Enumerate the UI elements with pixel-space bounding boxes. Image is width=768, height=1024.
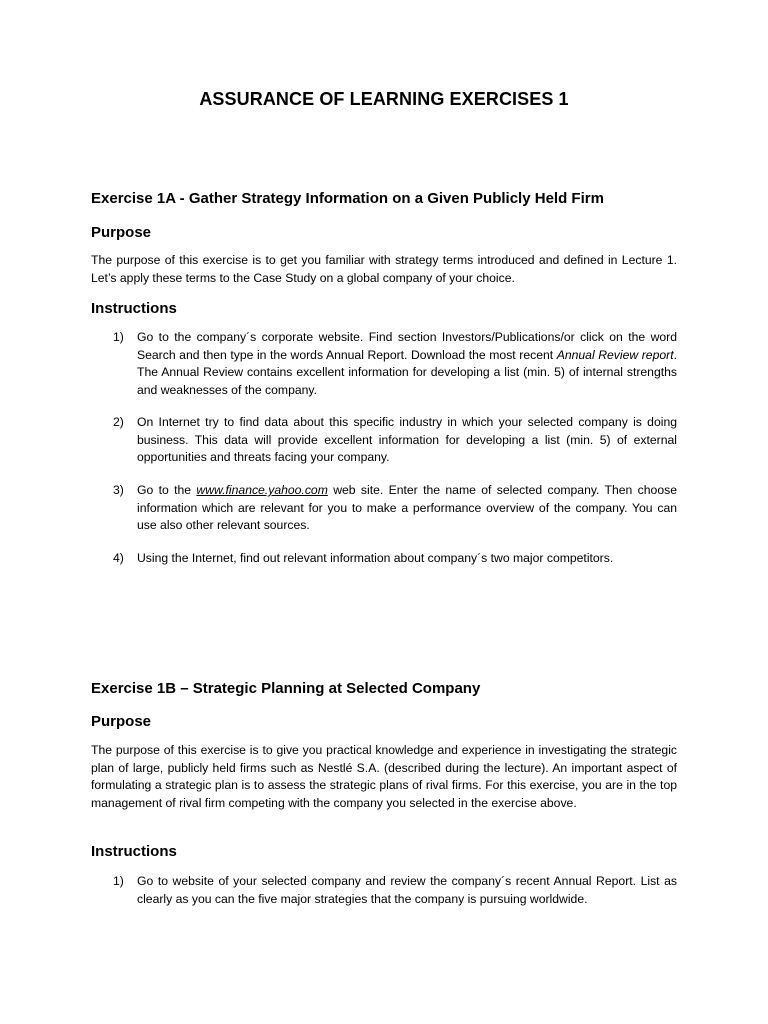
exercise-1b-item-1 xyxy=(113,873,677,908)
document-title: ASSURANCE OF LEARNING EXERCISES 1 xyxy=(199,89,569,109)
list-text-part: . The Annual Review contains excellent information for developing a list (min. 5) of internal strengths and weaknesses of the company. xyxy=(137,347,677,397)
exercise-1a-purpose-text: The purpose of this exercise is to get you familiar with strategy terms introduced and defined in Lecture 1. Let’s apply these terms to the Case Study on a global company of your choice. xyxy=(91,253,677,285)
exercise-1a-purpose-heading: Purpose xyxy=(91,224,152,241)
list-text xyxy=(137,482,677,535)
list-text: Go to website of your selected company and review the company´s recent Annual Report. List as clearly as you can the five major strategies that the company is pursuing worldwide. xyxy=(137,874,677,906)
exercise-1a-item-3 xyxy=(113,482,677,535)
exercise-1a-heading: Exercise 1A - Gather Strategy Information on a Given Publicly Held Firm xyxy=(91,190,604,207)
list-number: 1) xyxy=(113,330,124,344)
list-number: 3) xyxy=(113,483,124,497)
exercise-1a-instructions-heading: Instructions xyxy=(91,300,177,317)
list-number: 1) xyxy=(113,874,124,888)
list-text-part: Go to the company´s corporate website. Find section Investors/Publications/or click on the word Search and then type in the words Annual Report. Download the most recent xyxy=(137,330,677,362)
annual-review-emphasis: Annual Review report xyxy=(556,347,674,362)
exercise-1b-heading: Exercise 1B – Strategic Planning at Selected Company xyxy=(91,680,481,697)
exercise-1b-instructions-heading: Instructions xyxy=(91,843,177,860)
list-text xyxy=(137,329,677,399)
exercise-1a-item-4 xyxy=(113,550,677,568)
exercise-1b-purpose-heading: Purpose xyxy=(91,713,152,730)
list-text: Using the Internet, find out relevant information about company´s two major competitors. xyxy=(137,551,614,565)
list-text-part: Go to the xyxy=(137,483,197,497)
list-text: On Internet try to find data about this specific industry in which your selected company is doing business. This data will provide excellent information for developing a list (min. 5) of external opportunities and threats facing your company. xyxy=(137,415,677,465)
exercise-1a-item-1 xyxy=(113,329,677,399)
list-number: 2) xyxy=(113,415,124,429)
list-text-part: web site. Enter the name of selected company. Then choose information which are relevant for you to make a performance overview of the company. You can use also other relevant sources. xyxy=(137,483,677,533)
exercise-1a-item-2 xyxy=(113,414,677,467)
exercise-1b-purpose-text: The purpose of this exercise is to give you practical knowledge and experience in investigating the strategic plan of large, publicly held firms such as Nestlé S.A. (described during the lecture). An important aspect of formulating a strategic plan is to assess the strategic plans of rival firms. For this exercise, you are in the top management of rival firm competing with the company you selected in the exercise above. xyxy=(91,743,677,810)
list-number: 4) xyxy=(113,551,124,565)
finance-yahoo-link[interactable]: www.finance.yahoo.com xyxy=(196,483,328,497)
